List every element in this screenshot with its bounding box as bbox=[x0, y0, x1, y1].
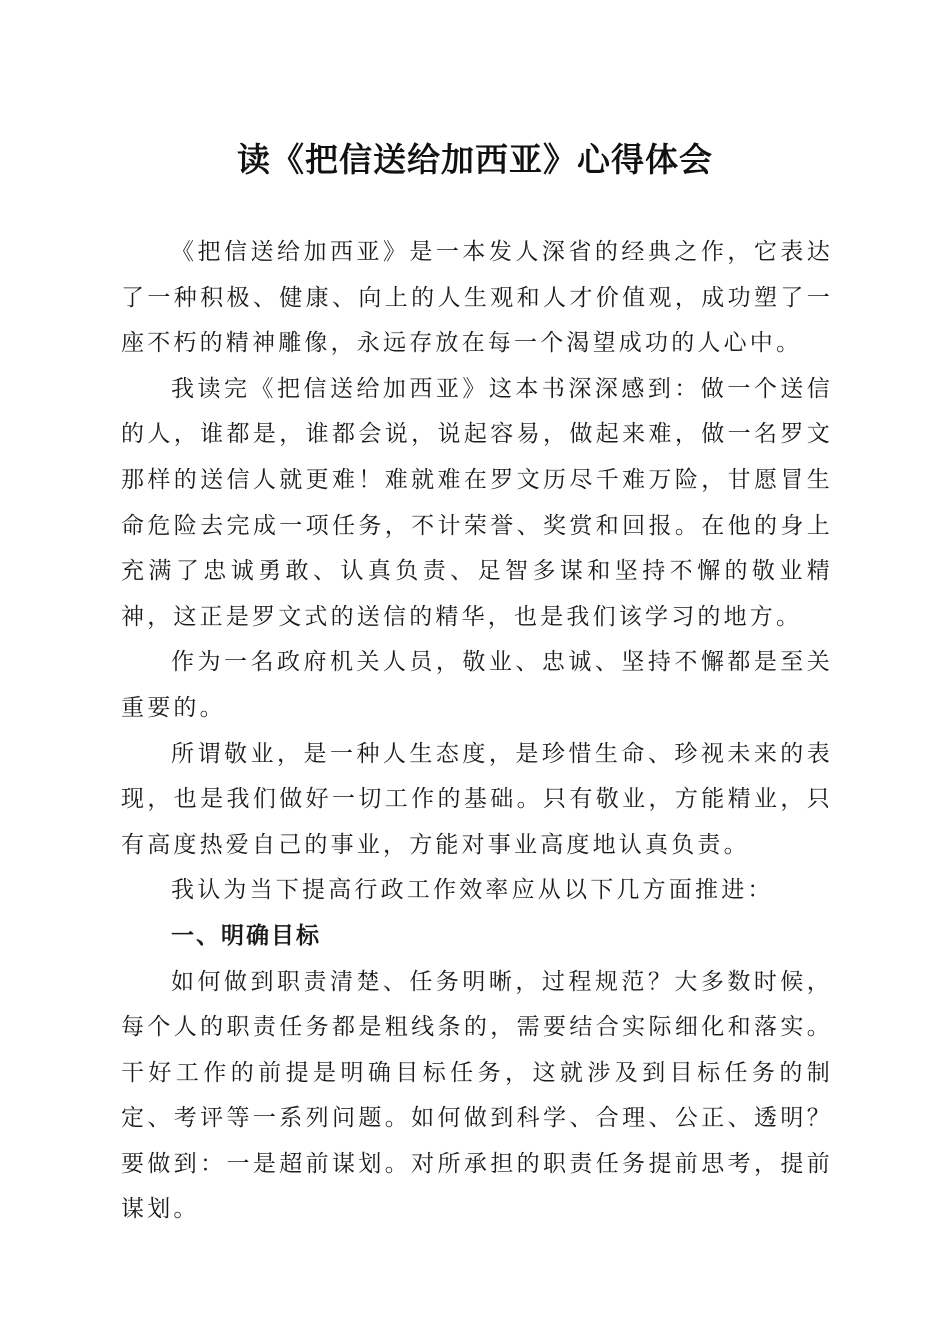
paragraph-dedication: 所谓敬业，是一种人生态度，是珍惜生命、珍视未来的表现，也是我们做好一切工作的基础。只有敬业，方能精业，只有高度热爱自己的事业，方能对事业高度地认真负责。 bbox=[121, 740, 833, 858]
paragraph-intro: 《把信送给加西亚》是一本发人深省的经典之作，它表达了一种积极、健康、向上的人生观和人才价值观，成功塑了一座不朽的精神雕像，永远存放在每一个渴望成功的人心中。 bbox=[121, 239, 833, 357]
document-title: 读《把信送给加西亚》心得体会 bbox=[237, 140, 713, 179]
paragraph-government-role: 作为一名政府机关人员，敬业、忠诚、坚持不懈都是至关重要的。 bbox=[121, 649, 833, 721]
section-heading: 一、明确目标 bbox=[171, 922, 321, 949]
paragraph-clear-goals: 如何做到职责清楚、任务明晰，过程规范？大多数时候，每个人的职责任务都是粗线条的，需要结合实际细化和落实。干好工作的前提是明确目标任务，这就涉及到目标任务的制定、考评等一系列问题。如何做到科学、合理、公正、透明？要做到：一是超前谋划。对所承担的职责任务提前思考，提前谋划。 bbox=[121, 968, 833, 1223]
document-body bbox=[121, 230, 833, 1233]
paragraph-reading-reflection: 我读完《把信送给加西亚》这本书深深感到：做一个送信的人，谁都是，谁都会说，说起容易，做起来难，做一名罗文那样的送信人就更难！难就难在罗文历尽千难万险，甘愿冒生命危险去完成一项任务，不计荣誉、奖赏和回报。在他的身上充满了忠诚勇敢、认真负责、足智多谋和坚持不懈的敬业精神，这正是罗文式的送信的精华，也是我们该学习的地方。 bbox=[121, 375, 833, 630]
paragraph-efficiency-intro: 我认为当下提高行政工作效率应从以下几方面推进： bbox=[171, 877, 774, 904]
